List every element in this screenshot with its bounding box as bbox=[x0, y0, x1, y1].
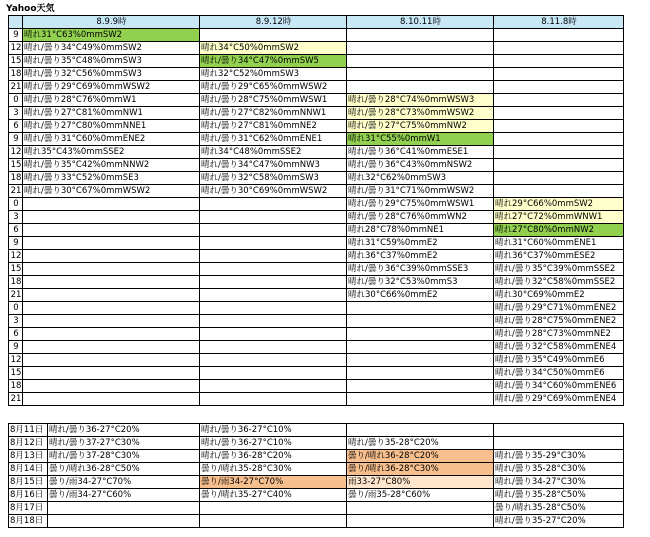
forecast-row bbox=[9, 55, 624, 68]
weather-cell: 晴れ32°C62%0mmSW3 bbox=[347, 172, 494, 185]
weather-cell: 晴れ/曇り35°C49%0mmE6 bbox=[494, 354, 624, 367]
forecast-row bbox=[9, 81, 624, 94]
weather-cell: 晴れ31°C60%0mmENE1 bbox=[494, 237, 624, 250]
weather-cell: 晴れ/曇り28°C76%0mmWN2 bbox=[347, 211, 494, 224]
weather-cell bbox=[200, 29, 347, 42]
date-cell: 8月11日 bbox=[9, 424, 48, 437]
column-header: 8.10.11時 bbox=[347, 16, 494, 29]
forecast-header-row bbox=[9, 16, 624, 29]
weather-cell: 晴れ/曇り29°C71%0mmENE2 bbox=[494, 302, 624, 315]
forecast-row bbox=[9, 120, 624, 133]
weather-cell bbox=[23, 276, 200, 289]
weather-cell bbox=[494, 81, 624, 94]
forecast-row bbox=[9, 302, 624, 315]
forecast-row bbox=[9, 68, 624, 81]
hour-cell: 15 bbox=[9, 159, 23, 172]
weather-cell bbox=[347, 354, 494, 367]
daily-row bbox=[9, 424, 624, 437]
weather-cell bbox=[48, 502, 200, 515]
weather-cell: 晴れ34°C50%0mmSW2 bbox=[200, 42, 347, 55]
weather-cell: 晴れ32°C52%0mmSW3 bbox=[200, 68, 347, 81]
weather-cell: 晴れ/曇り34°C47%0mmSW5 bbox=[200, 55, 347, 68]
weather-cell bbox=[23, 341, 200, 354]
hour-cell: 18 bbox=[9, 276, 23, 289]
forecast-row bbox=[9, 172, 624, 185]
hour-cell: 9 bbox=[9, 133, 23, 146]
weather-cell bbox=[347, 29, 494, 42]
weather-cell: 晴れ/曇り32°C53%0mmS3 bbox=[347, 276, 494, 289]
weather-cell bbox=[347, 68, 494, 81]
weather-cell bbox=[23, 367, 200, 380]
hour-cell: 0 bbox=[9, 198, 23, 211]
weather-cell: 晴れ/曇り30°C67%0mmWSW2 bbox=[23, 185, 200, 198]
forecast-row bbox=[9, 393, 624, 406]
weather-cell bbox=[200, 315, 347, 328]
forecast-row bbox=[9, 224, 624, 237]
hour-cell: 9 bbox=[9, 237, 23, 250]
forecast-row bbox=[9, 211, 624, 224]
hour-cell: 12 bbox=[9, 146, 23, 159]
hour-cell: 12 bbox=[9, 354, 23, 367]
weather-cell: 晴れ/曇り35-28°C20% bbox=[347, 437, 494, 450]
weather-cell: 晴れ/曇り27°C80%0mmNNE1 bbox=[23, 120, 200, 133]
hour-cell: 6 bbox=[9, 120, 23, 133]
weather-cell bbox=[23, 380, 200, 393]
weather-cell bbox=[494, 424, 624, 437]
date-cell: 8月13日 bbox=[9, 450, 48, 463]
weather-cell: 晴れ/曇り36-27°C10% bbox=[200, 437, 347, 450]
hour-cell: 6 bbox=[9, 328, 23, 341]
daily-row bbox=[9, 489, 624, 502]
hour-cell: 6 bbox=[9, 224, 23, 237]
weather-cell: 晴れ/曇り27°C81%0mmNW1 bbox=[23, 107, 200, 120]
weather-cell bbox=[23, 237, 200, 250]
weather-cell bbox=[200, 341, 347, 354]
forecast-row bbox=[9, 380, 624, 393]
daily-forecast-table bbox=[8, 423, 624, 528]
forecast-row bbox=[9, 237, 624, 250]
hour-cell: 15 bbox=[9, 55, 23, 68]
weather-cell bbox=[200, 211, 347, 224]
weather-cell: 晴れ29°C66%0mmSW2 bbox=[494, 198, 624, 211]
weather-cell: 晴れ/曇り37-28°C30% bbox=[48, 450, 200, 463]
date-cell: 8月17日 bbox=[9, 502, 48, 515]
weather-cell bbox=[200, 263, 347, 276]
date-cell: 8月16日 bbox=[9, 489, 48, 502]
weather-cell: 晴れ/曇り28°C75%0mmENE2 bbox=[494, 315, 624, 328]
weather-cell bbox=[23, 289, 200, 302]
hour-cell: 21 bbox=[9, 393, 23, 406]
weather-cell: 晴れ31°C63%0mmSW2 bbox=[23, 29, 200, 42]
hour-cell: 3 bbox=[9, 107, 23, 120]
weather-cell: 晴れ/曇り33°C52%0mmSE3 bbox=[23, 172, 200, 185]
weather-cell bbox=[200, 380, 347, 393]
weather-cell: 晴れ/曇り35-29°C30% bbox=[494, 450, 624, 463]
forecast-row bbox=[9, 276, 624, 289]
weather-cell: 晴れ28°C78%0mmNE1 bbox=[347, 224, 494, 237]
forecast-row bbox=[9, 289, 624, 302]
weather-cell: 曇り/晴れ36-28°C50% bbox=[48, 463, 200, 476]
weather-cell: 晴れ35°C43%0mmSSE2 bbox=[23, 146, 200, 159]
hour-cell: 3 bbox=[9, 211, 23, 224]
weather-cell: 晴れ/曇り32°C58%0mmENE4 bbox=[494, 341, 624, 354]
weather-cell bbox=[23, 315, 200, 328]
weather-cell bbox=[200, 367, 347, 380]
weather-cell bbox=[23, 354, 200, 367]
weather-cell: 晴れ/曇り28°C75%0mmWSW1 bbox=[200, 94, 347, 107]
weather-cell: 晴れ/曇り31°C71%0mmWSW2 bbox=[347, 185, 494, 198]
weather-cell bbox=[200, 328, 347, 341]
weather-cell: 晴れ31°C55%0mmW1 bbox=[347, 133, 494, 146]
weather-cell: 晴れ/曇り35-27°C20% bbox=[494, 515, 624, 528]
weather-cell bbox=[494, 437, 624, 450]
weather-cell: 晴れ/曇り35°C48%0mmSW3 bbox=[23, 55, 200, 68]
forecast-row bbox=[9, 185, 624, 198]
weather-cell bbox=[347, 393, 494, 406]
weather-cell bbox=[23, 250, 200, 263]
weather-cell: 晴れ/曇り32°C56%0mmSW3 bbox=[23, 68, 200, 81]
weather-cell: 曇り/晴れ36-28°C20% bbox=[347, 450, 494, 463]
weather-cell: 曇り/晴れ35-27°C40% bbox=[200, 489, 347, 502]
weather-cell: 晴れ/曇り35°C39%0mmSSE2 bbox=[494, 263, 624, 276]
hour-cell: 15 bbox=[9, 367, 23, 380]
weather-cell: 晴れ30°C69%0mmE2 bbox=[494, 289, 624, 302]
hour-cell: 21 bbox=[9, 185, 23, 198]
weather-cell: 晴れ/曇り37-27°C30% bbox=[48, 437, 200, 450]
weather-cell bbox=[347, 341, 494, 354]
hour-cell: 9 bbox=[9, 29, 23, 42]
page-title: Yahoo天気 bbox=[6, 4, 55, 14]
weather-cell: 晴れ/曇り36-27°C10% bbox=[200, 424, 347, 437]
weather-cell: 曇り/晴れ35-28°C50% bbox=[494, 502, 624, 515]
weather-cell: 晴れ/曇り34°C50%0mmE6 bbox=[494, 367, 624, 380]
weather-cell bbox=[347, 424, 494, 437]
hour-cell: 3 bbox=[9, 315, 23, 328]
hour-cell: 18 bbox=[9, 172, 23, 185]
weather-cell: 晴れ/曇り30°C69%0mmWSW2 bbox=[200, 185, 347, 198]
hour-cell: 0 bbox=[9, 302, 23, 315]
weather-cell bbox=[48, 515, 200, 528]
weather-cell bbox=[23, 393, 200, 406]
daily-row bbox=[9, 476, 624, 489]
weather-cell: 晴れ/曇り34-27°C30% bbox=[494, 476, 624, 489]
weather-cell bbox=[494, 133, 624, 146]
weather-cell bbox=[494, 146, 624, 159]
weather-cell bbox=[23, 302, 200, 315]
column-header: 8.9.12時 bbox=[200, 16, 347, 29]
date-cell: 8月14日 bbox=[9, 463, 48, 476]
weather-cell: 晴れ/曇り28°C76%0mmW1 bbox=[23, 94, 200, 107]
weather-cell bbox=[23, 198, 200, 211]
date-cell: 8月15日 bbox=[9, 476, 48, 489]
weather-cell bbox=[23, 211, 200, 224]
forecast-row bbox=[9, 367, 624, 380]
weather-cell bbox=[494, 68, 624, 81]
weather-cell bbox=[494, 120, 624, 133]
hour-cell: 15 bbox=[9, 263, 23, 276]
weather-cell bbox=[23, 224, 200, 237]
weather-cell bbox=[347, 502, 494, 515]
forecast-row bbox=[9, 328, 624, 341]
daily-row bbox=[9, 515, 624, 528]
weather-cell bbox=[347, 55, 494, 68]
weather-cell bbox=[200, 302, 347, 315]
daily-row bbox=[9, 502, 624, 515]
daily-row bbox=[9, 450, 624, 463]
forecast-row bbox=[9, 133, 624, 146]
forecast-row bbox=[9, 263, 624, 276]
hour-cell: 0 bbox=[9, 94, 23, 107]
weather-cell bbox=[494, 42, 624, 55]
weather-cell: 曇り/晴れ35-28°C30% bbox=[200, 463, 347, 476]
weather-cell: 晴れ/曇り29°C69%0mmWSW2 bbox=[23, 81, 200, 94]
weather-cell: 曇り/雨35-28°C60% bbox=[347, 489, 494, 502]
weather-cell: 晴れ/曇り29°C65%0mmWSW2 bbox=[200, 81, 347, 94]
weather-cell bbox=[494, 29, 624, 42]
hour-cell: 18 bbox=[9, 380, 23, 393]
weather-cell: 晴れ/曇り34°C47%0mmNW3 bbox=[200, 159, 347, 172]
weather-cell: 晴れ/曇り36-27°C20% bbox=[48, 424, 200, 437]
weather-cell bbox=[494, 159, 624, 172]
forecast-row bbox=[9, 159, 624, 172]
weather-cell bbox=[200, 289, 347, 302]
weather-cell: 晴れ/曇り36°C41%0mmESE1 bbox=[347, 146, 494, 159]
weather-cell bbox=[494, 107, 624, 120]
forecast-row bbox=[9, 29, 624, 42]
column-header: 8.11.8時 bbox=[494, 16, 624, 29]
weather-cell bbox=[347, 302, 494, 315]
weather-cell: 晴れ/曇り28°C74%0mmWSW3 bbox=[347, 94, 494, 107]
weather-cell: 晴れ/曇り29°C75%0mmWSW1 bbox=[347, 198, 494, 211]
weather-cell: 晴れ31°C59%0mmE2 bbox=[347, 237, 494, 250]
weather-cell bbox=[23, 263, 200, 276]
weather-cell bbox=[200, 276, 347, 289]
weather-cell: 晴れ/曇り28°C73%0mmWSW2 bbox=[347, 107, 494, 120]
weather-cell bbox=[200, 198, 347, 211]
weather-cell bbox=[347, 367, 494, 380]
weather-cell: 晴れ/曇り32°C58%0mmSW3 bbox=[200, 172, 347, 185]
weather-cell bbox=[347, 515, 494, 528]
weather-cell: 晴れ/曇り27°C81%0mmNE2 bbox=[200, 120, 347, 133]
weather-cell: 晴れ/曇り27°C75%0mmNW2 bbox=[347, 120, 494, 133]
weather-cell: 晴れ/曇り32°C58%0mmSSE2 bbox=[494, 276, 624, 289]
daily-row bbox=[9, 437, 624, 450]
weather-cell bbox=[494, 55, 624, 68]
weather-cell: 晴れ27°C80%0mmNW2 bbox=[494, 224, 624, 237]
forecast-row bbox=[9, 94, 624, 107]
weather-cell: 晴れ/曇り36-28°C20% bbox=[200, 450, 347, 463]
forecast-row bbox=[9, 250, 624, 263]
weather-cell bbox=[494, 185, 624, 198]
weather-cell: 晴れ/曇り27°C82%0mmNNW1 bbox=[200, 107, 347, 120]
forecast-row bbox=[9, 107, 624, 120]
corner-cell bbox=[9, 16, 23, 29]
weather-cell bbox=[200, 515, 347, 528]
forecast-row bbox=[9, 354, 624, 367]
hour-cell: 12 bbox=[9, 250, 23, 263]
weather-cell bbox=[347, 328, 494, 341]
weather-cell: 晴れ/曇り34°C49%0mmSW2 bbox=[23, 42, 200, 55]
date-cell: 8月12日 bbox=[9, 437, 48, 450]
weather-cell bbox=[23, 328, 200, 341]
forecast-row bbox=[9, 42, 624, 55]
hour-cell: 21 bbox=[9, 81, 23, 94]
weather-cell bbox=[200, 354, 347, 367]
forecast-row bbox=[9, 146, 624, 159]
weather-cell: 晴れ/曇り29°C69%0mmENE4 bbox=[494, 393, 624, 406]
weather-cell: 晴れ/曇り34°C60%0mmENE6 bbox=[494, 380, 624, 393]
weather-cell: 晴れ/曇り35-28°C50% bbox=[494, 489, 624, 502]
weather-cell: 曇り/雨34-27°C60% bbox=[48, 489, 200, 502]
weather-cell bbox=[494, 172, 624, 185]
weather-cell: 雨33-27°C80% bbox=[347, 476, 494, 489]
weather-cell: 晴れ/曇り28°C73%0mmNE2 bbox=[494, 328, 624, 341]
weather-cell: 晴れ36°C37%0mmESE2 bbox=[494, 250, 624, 263]
weather-cell bbox=[200, 224, 347, 237]
hourly-forecast-table bbox=[8, 15, 624, 406]
forecast-row bbox=[9, 341, 624, 354]
forecast-row bbox=[9, 315, 624, 328]
daily-row bbox=[9, 463, 624, 476]
weather-cell bbox=[200, 237, 347, 250]
weather-cell bbox=[200, 393, 347, 406]
weather-cell: 晴れ34°C48%0mmSSE2 bbox=[200, 146, 347, 159]
weather-cell: 曇り/雨34-27°C70% bbox=[200, 476, 347, 489]
weather-cell bbox=[494, 94, 624, 107]
weather-cell: 晴れ/曇り36°C39%0mmSSE3 bbox=[347, 263, 494, 276]
weather-cell bbox=[347, 42, 494, 55]
weather-cell: 晴れ/曇り31°C60%0mmENE2 bbox=[23, 133, 200, 146]
weather-cell: 曇り/晴れ36-28°C30% bbox=[347, 463, 494, 476]
weather-cell: 晴れ/曇り31°C62%0mmENE1 bbox=[200, 133, 347, 146]
weather-cell: 晴れ30°C66%0mmE2 bbox=[347, 289, 494, 302]
weather-cell: 晴れ/曇り35-28°C30% bbox=[494, 463, 624, 476]
weather-cell: 晴れ/曇り35°C42%0mmNNW2 bbox=[23, 159, 200, 172]
weather-cell: 晴れ/曇り36°C43%0mmNSW2 bbox=[347, 159, 494, 172]
weather-cell: 晴れ27°C72%0mmWNW1 bbox=[494, 211, 624, 224]
weather-cell bbox=[347, 315, 494, 328]
forecast-row bbox=[9, 198, 624, 211]
weather-cell: 晴れ36°C37%0mmE2 bbox=[347, 250, 494, 263]
weather-cell bbox=[347, 81, 494, 94]
hour-cell: 12 bbox=[9, 42, 23, 55]
weather-cell bbox=[347, 380, 494, 393]
hour-cell: 21 bbox=[9, 289, 23, 302]
hour-cell: 9 bbox=[9, 341, 23, 354]
weather-cell bbox=[200, 250, 347, 263]
weather-cell: 曇り/雨34-27°C70% bbox=[48, 476, 200, 489]
hour-cell: 18 bbox=[9, 68, 23, 81]
weather-cell bbox=[200, 502, 347, 515]
date-cell: 8月18日 bbox=[9, 515, 48, 528]
column-header: 8.9.9時 bbox=[23, 16, 200, 29]
